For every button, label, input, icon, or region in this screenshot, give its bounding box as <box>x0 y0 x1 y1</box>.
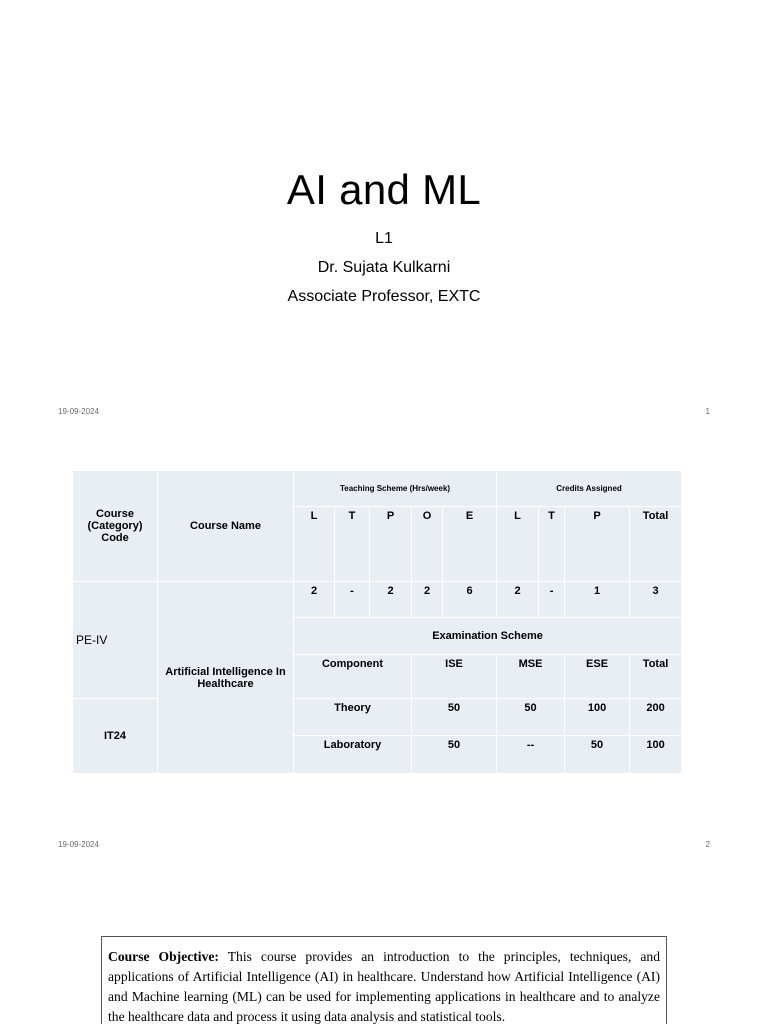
credit-col-t: T <box>539 507 565 582</box>
slide-date: 19-09-2024 <box>58 407 99 416</box>
course-category: PE-IV <box>73 582 158 699</box>
exam-cell: 50 <box>565 736 630 774</box>
exam-cell: Laboratory <box>294 736 412 774</box>
credit-value-l: 2 <box>497 582 539 618</box>
teaching-value-e: 6 <box>443 582 497 618</box>
course-code-header: Course (Category) Code <box>73 471 158 582</box>
teaching-value-l: 2 <box>294 582 335 618</box>
exam-header-mse: MSE <box>497 655 565 699</box>
exam-header-ese: ESE <box>565 655 630 699</box>
slide-date: 19-09-2024 <box>58 840 99 849</box>
exam-cell: 50 <box>497 699 565 736</box>
exam-cell: 100 <box>630 736 682 774</box>
teaching-col-o: O <box>412 507 443 582</box>
slide-title: AI and ML <box>286 166 482 213</box>
credit-value-total: 3 <box>630 582 682 618</box>
table-row <box>73 471 682 507</box>
teaching-value-o: 2 <box>412 582 443 618</box>
credit-value-p: 1 <box>565 582 630 618</box>
exam-cell: 50 <box>412 736 497 774</box>
credit-col-total: Total <box>630 507 682 582</box>
teaching-value-t: - <box>335 582 370 618</box>
course-code: IT24 <box>73 699 158 774</box>
teaching-col-e: E <box>443 507 497 582</box>
teaching-scheme-header: Teaching Scheme (Hrs/week) <box>294 471 497 507</box>
credit-col-p: P <box>565 507 630 582</box>
examination-scheme-header: Examination Scheme <box>294 618 682 655</box>
exam-cell: 100 <box>565 699 630 736</box>
teaching-col-l: L <box>294 507 335 582</box>
teaching-value-p: 2 <box>370 582 412 618</box>
slide-number: 2 <box>705 840 710 849</box>
credit-value-t: - <box>539 582 565 618</box>
course-scheme-table <box>72 470 682 774</box>
lecture-number: L1 <box>375 230 393 247</box>
course-name: Artificial Intelligence In Healthcare <box>158 582 294 774</box>
course-objective-text: This course provides an introduction to the principles, techniques, and applications of Artificial Intelligence (AI) in healthcare. Understand how Artificial Intelligence (AI) and Machine learning (ML) can be used for implementing applications in healthcare and to analyze the healthcare data and process it using data analysis and statistical tools. <box>108 949 661 1024</box>
credit-col-l: L <box>497 507 539 582</box>
course-objective-slide <box>0 864 768 1024</box>
teaching-col-p: P <box>370 507 412 582</box>
teaching-col-t: T <box>335 507 370 582</box>
course-objective-label: Course Objective: <box>108 949 219 964</box>
title-slide <box>0 0 768 432</box>
exam-cell: Theory <box>294 699 412 736</box>
author-designation: Associate Professor, EXTC <box>287 288 481 305</box>
exam-header-component: Component <box>294 655 412 699</box>
exam-header-ise: ISE <box>412 655 497 699</box>
course-objective-box <box>101 936 667 1024</box>
slide-number: 1 <box>705 407 710 416</box>
exam-cell: 50 <box>412 699 497 736</box>
course-table-slide <box>0 432 768 864</box>
exam-cell: -- <box>497 736 565 774</box>
author-name: Dr. Sujata Kulkarni <box>317 259 451 276</box>
course-name-header: Course Name <box>158 471 294 582</box>
exam-header-total: Total <box>630 655 682 699</box>
credits-assigned-header: Credits Assigned <box>497 471 682 507</box>
exam-cell: 200 <box>630 699 682 736</box>
table-row <box>73 582 682 618</box>
